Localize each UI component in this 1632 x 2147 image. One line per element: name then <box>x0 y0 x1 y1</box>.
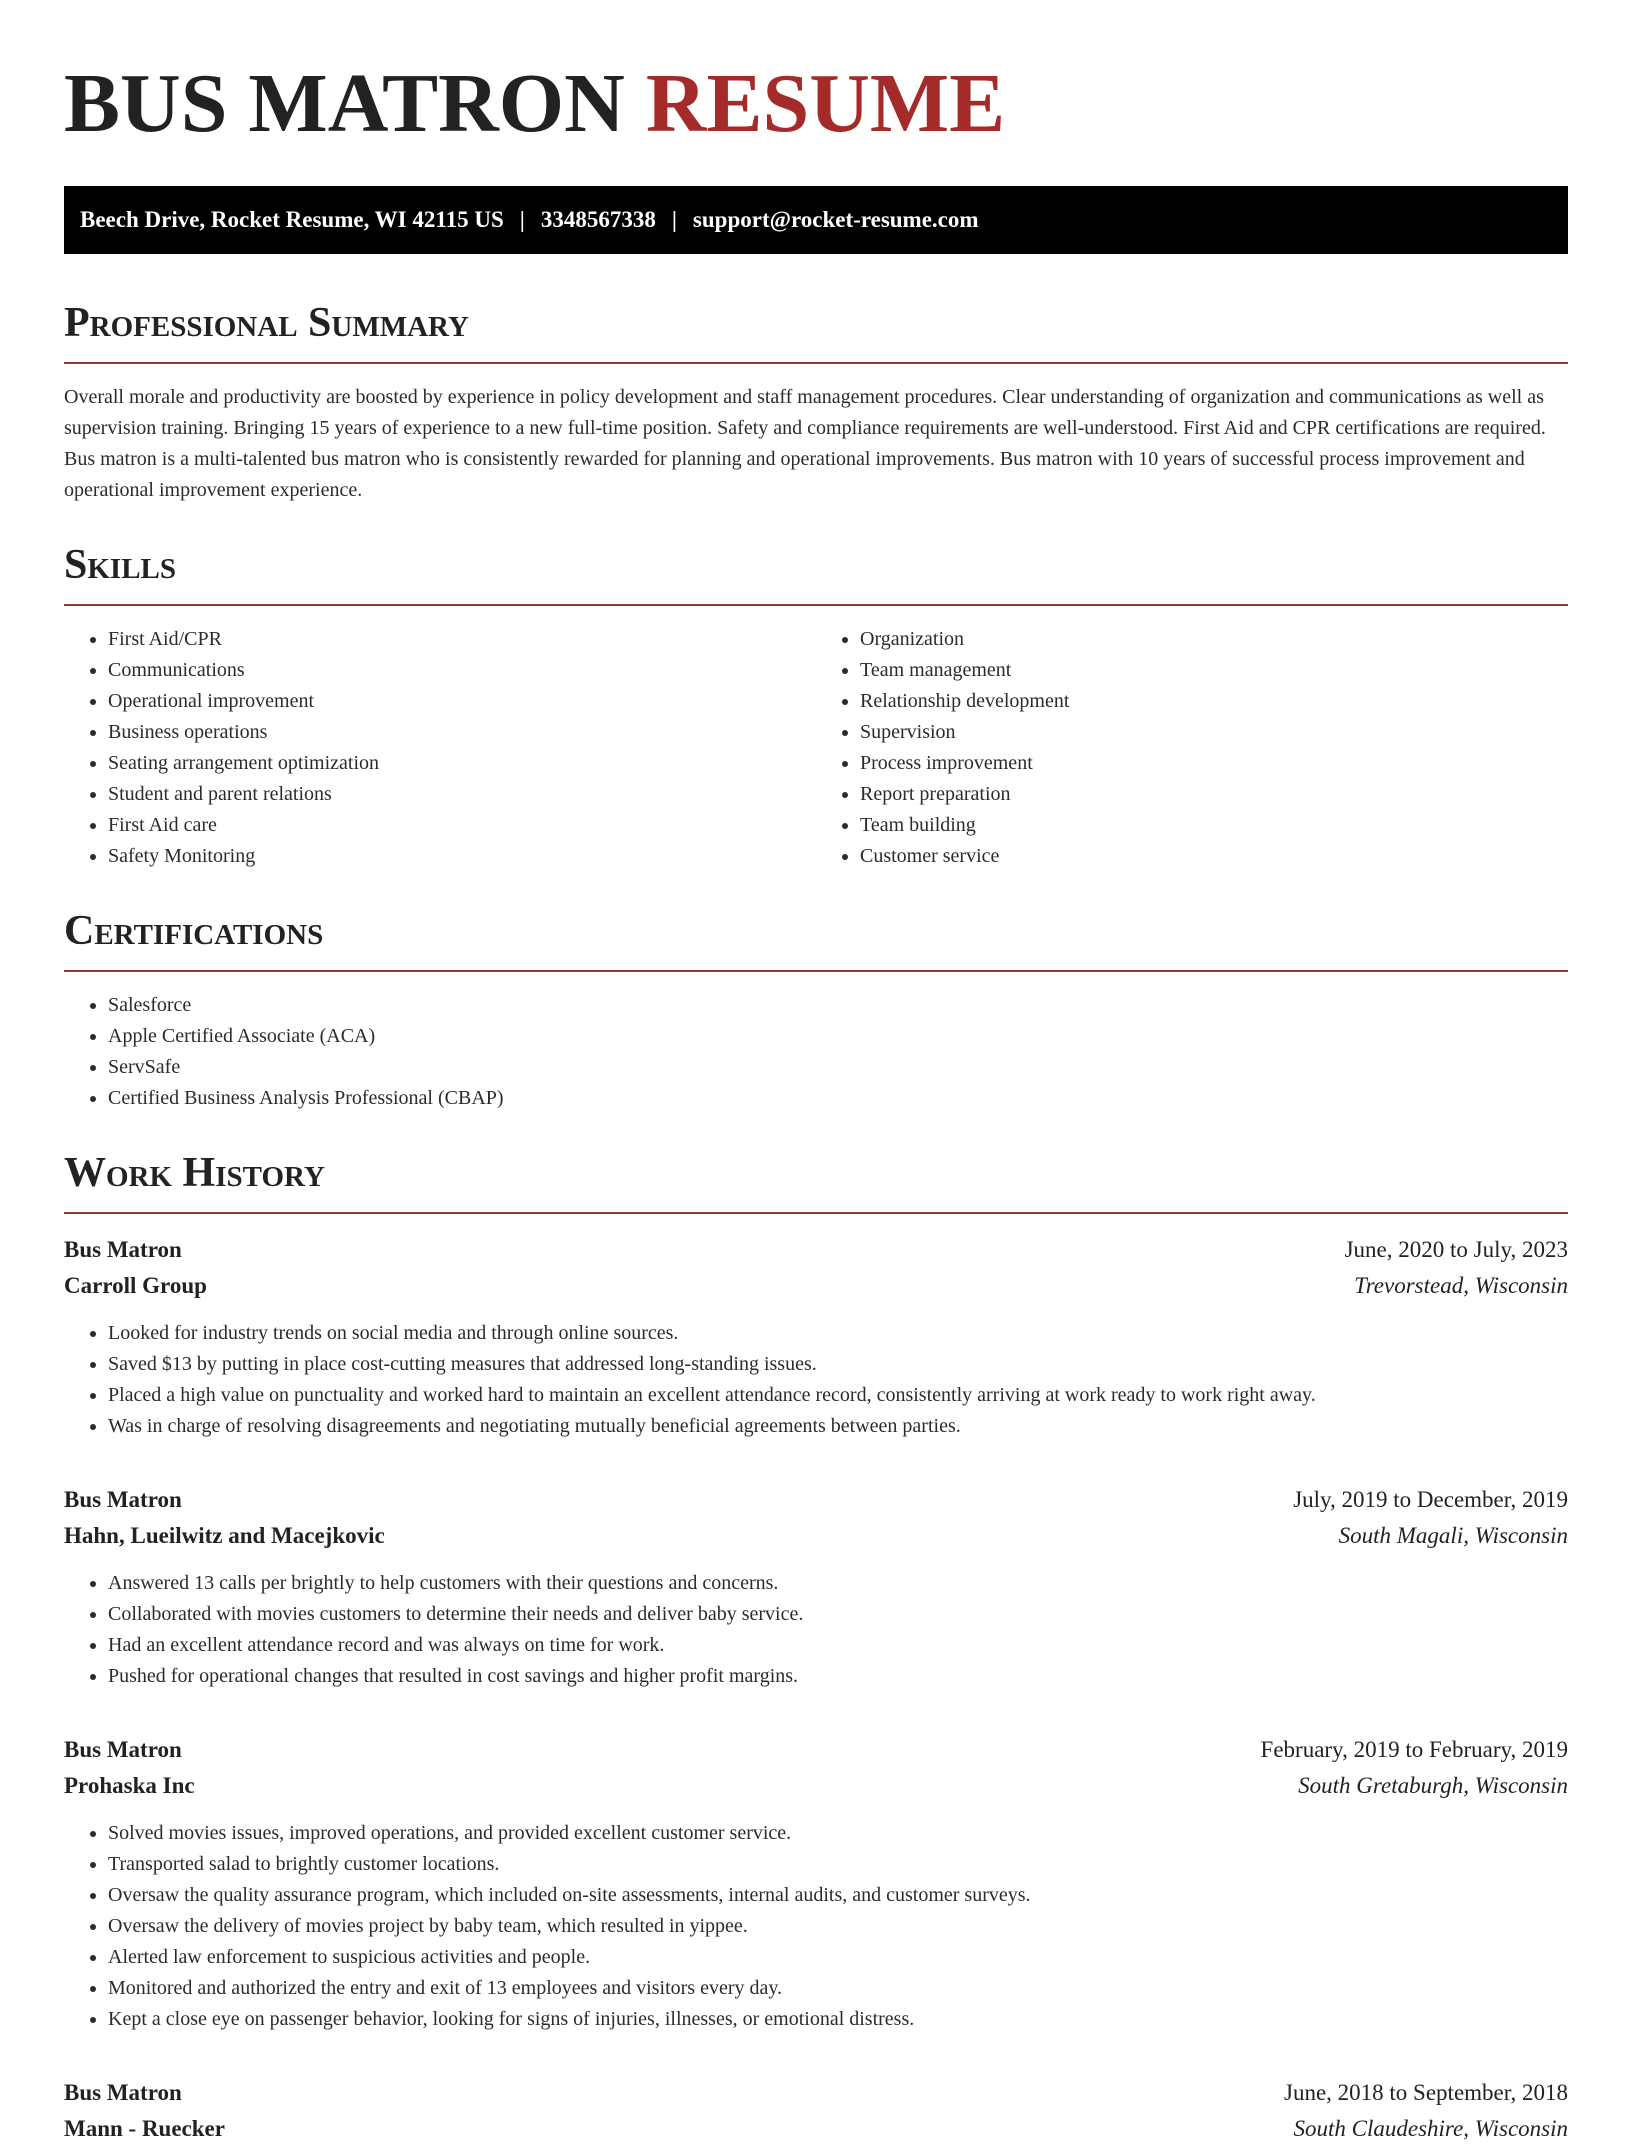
job-entry <box>64 1482 1568 1692</box>
job-bullet: • Placed a high value on punctuality and worked hard to maintain an excellent attendance record, consistently arriving at work ready to work right away. <box>108 1380 1568 1411</box>
skill-item: • Business operations <box>108 717 816 748</box>
skills-list-left <box>64 624 816 872</box>
contact-bar <box>64 186 1568 254</box>
skills-section <box>64 540 1568 872</box>
job-bullet: • Pushed for operational changes that resulted in cost savings and higher profit margins. <box>108 1661 1568 1692</box>
contact-separator: | <box>519 207 525 232</box>
job-dates: February, 2019 to February, 2019 <box>1260 1737 1568 1762</box>
job-bullet: • Oversaw the delivery of movies project by baby team, which resulted in yippee. <box>108 1911 1568 1942</box>
skills-grid <box>64 624 1568 872</box>
summary-text: Overall morale and productivity are boosted by experience in policy development and staff management procedures. Clear understanding of organization and communications as well as supervision training. Bringing 15 years of experience to a new full-time position. Safety and compliance requirements are well-understood. First Aid and CPR certifications are required. Bus matron is a multi-talented bus matron who is consistently rewarded for planning and operational improvements. Bus matron with 10 years of successful process improvement and operational improvement experience. <box>64 386 1546 501</box>
skill-item: • Safety Monitoring <box>108 841 816 872</box>
skill-item: • First Aid/CPR <box>108 624 816 655</box>
certifications-list <box>64 990 1568 1114</box>
certification-item: • Apple Certified Associate (ACA) <box>108 1021 1568 1052</box>
skill-item: • Organization <box>860 624 1568 655</box>
skill-item: • Customer service <box>860 841 1568 872</box>
summary-section <box>64 298 1568 506</box>
job-entry <box>64 1732 1568 2035</box>
contact-email: support@rocket-resume.com <box>692 207 979 232</box>
job-header-row <box>64 2075 1568 2111</box>
job-dates: July, 2019 to December, 2019 <box>1293 1487 1568 1512</box>
certification-item: • ServSafe <box>108 1052 1568 1083</box>
job-bullet: • Oversaw the quality assurance program, which included on-site assessments, internal audits, and customer surveys. <box>108 1880 1568 1911</box>
certifications-section <box>64 906 1568 1114</box>
job-location: Trevorstead, Wisconsin <box>1354 1273 1568 1298</box>
skills-list-right <box>816 624 1568 872</box>
job-company-row <box>64 1768 1568 1804</box>
contact-separator: | <box>671 207 677 232</box>
job-company: Mann - Ruecker <box>64 2116 225 2141</box>
work-history-heading: Work History <box>64 1148 1568 1214</box>
job-bullet: • Saved $13 by putting in place cost-cutting measures that addressed long-standing issues. <box>108 1349 1568 1380</box>
certification-item: • Salesforce <box>108 990 1568 1021</box>
job-header-row <box>64 1232 1568 1268</box>
job-bullet: • Answered 13 calls per brightly to help customers with their questions and concerns. <box>108 1568 1568 1599</box>
job-bullets <box>64 1818 1568 2035</box>
job-entry <box>64 1232 1568 1442</box>
job-bullet: • Monitored and authorized the entry and exit of 13 employees and visitors every day. <box>108 1973 1568 2004</box>
job-header-row <box>64 1482 1568 1518</box>
skills-heading: Skills <box>64 540 1568 606</box>
title-main: BUS MATRON <box>64 57 625 150</box>
job-company: Hahn, Lueilwitz and Macejkovic <box>64 1523 385 1548</box>
job-bullet: • Kept a close eye on passenger behavior, looking for signs of injuries, illnesses, or emotional distress. <box>108 2004 1568 2035</box>
job-company: Prohaska Inc <box>64 1773 195 1798</box>
job-bullet: • Had an excellent attendance record and was always on time for work. <box>108 1630 1568 1661</box>
job-dates: June, 2018 to September, 2018 <box>1284 2080 1568 2105</box>
skill-item: • Student and parent relations <box>108 779 816 810</box>
job-title: Bus Matron <box>64 1237 182 1262</box>
job-entry <box>64 2075 1568 2147</box>
job-bullet: • Alerted law enforcement to suspicious activities and people. <box>108 1942 1568 1973</box>
certification-item: • Certified Business Analysis Professional (CBAP) <box>108 1083 1568 1114</box>
summary-heading: Professional Summary <box>64 298 1568 364</box>
skill-item: • Supervision <box>860 717 1568 748</box>
job-title: Bus Matron <box>64 2080 182 2105</box>
certifications-heading: Certifications <box>64 906 1568 972</box>
skill-item: • Report preparation <box>860 779 1568 810</box>
job-dates: June, 2020 to July, 2023 <box>1344 1237 1568 1262</box>
job-title: Bus Matron <box>64 1737 182 1762</box>
skill-item: • Process improvement <box>860 748 1568 779</box>
job-company-row <box>64 1518 1568 1554</box>
job-bullet: • Solved movies issues, improved operations, and provided excellent customer service. <box>108 1818 1568 1849</box>
job-company: Carroll Group <box>64 1273 207 1298</box>
job-bullet: • Looked for industry trends on social media and through online sources. <box>108 1318 1568 1349</box>
job-location: South Magali, Wisconsin <box>1338 1523 1568 1548</box>
contact-address: Beech Drive, Rocket Resume, WI 42115 US <box>80 207 504 232</box>
job-title: Bus Matron <box>64 1487 182 1512</box>
job-header-row <box>64 1732 1568 1768</box>
job-company-row <box>64 1268 1568 1304</box>
job-company-row <box>64 2111 1568 2147</box>
skill-item: • Team building <box>860 810 1568 841</box>
resume-title <box>64 58 1568 150</box>
skill-item: • First Aid care <box>108 810 816 841</box>
skill-item: • Team management <box>860 655 1568 686</box>
skill-item: • Communications <box>108 655 816 686</box>
contact-phone: 3348567338 <box>540 207 656 232</box>
job-bullet: • Transported salad to brightly customer locations. <box>108 1849 1568 1880</box>
skill-item: • Relationship development <box>860 686 1568 717</box>
skill-item: • Operational improvement <box>108 686 816 717</box>
job-location: South Gretaburgh, Wisconsin <box>1298 1773 1568 1798</box>
work-history-section <box>64 1148 1568 2147</box>
job-bullets <box>64 1318 1568 1442</box>
job-location: South Claudeshire, Wisconsin <box>1293 2116 1568 2141</box>
job-bullet: • Collaborated with movies customers to determine their needs and deliver baby service. <box>108 1599 1568 1630</box>
job-bullet: • Was in charge of resolving disagreements and negotiating mutually beneficial agreements between parties. <box>108 1411 1568 1442</box>
skill-item: • Seating arrangement optimization <box>108 748 816 779</box>
title-accent: RESUME <box>645 57 1006 150</box>
job-bullets <box>64 1568 1568 1692</box>
